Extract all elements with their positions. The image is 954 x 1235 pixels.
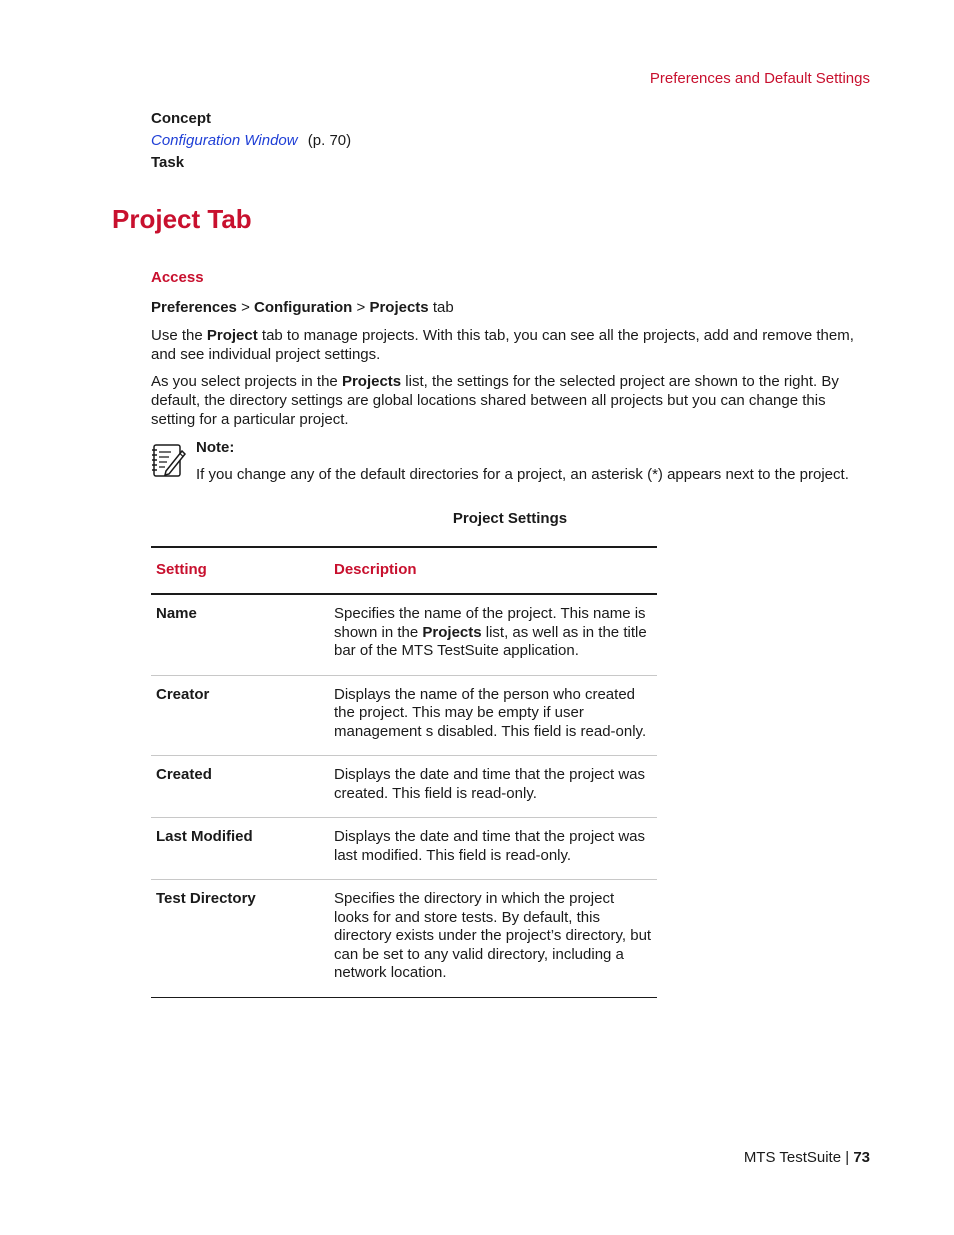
para-text: tab to manage projects. With this tab, you can see all the projects, add and remove them, and see individual project settings. (151, 327, 854, 363)
description-text: Specifies the name of the project. This name is shown in the (334, 605, 646, 641)
description-text: list, as well as in the title bar of the MTS TestSuite application. (334, 623, 647, 659)
setting-name: Name (156, 605, 197, 622)
path-projects: Projects (369, 299, 429, 316)
setting-name: Creator (156, 685, 210, 703)
column-header-description: Description (334, 561, 417, 578)
table-header-row (151, 547, 657, 594)
concept-reference (151, 132, 351, 149)
description-bold: Projects (422, 623, 482, 641)
table-row (151, 594, 657, 675)
note-text: If you change any of the default directories for a project, an asterisk (*) appears next to the project. (196, 466, 849, 483)
footer-product: MTS TestSuite (743, 1149, 842, 1166)
table-row (151, 756, 657, 818)
setting-description: Displays the date and time that the project was created. This field is read-only. (334, 766, 646, 802)
access-heading: Access (151, 269, 204, 286)
para-text: list, the settings for the selected project are shown to the right. By default, the directory settings are global locations shared between all projects but you can change this setting for a particular project. (151, 373, 839, 428)
table-row (151, 880, 657, 998)
setting-description: Displays the date and time that the project was last modified. This field is read-only. (334, 828, 646, 864)
setting-name: Created (156, 766, 212, 783)
page-title: Project Tab (112, 204, 252, 234)
page-reference: (p. 70) (307, 132, 352, 149)
para-text: Use the (151, 327, 207, 344)
path-separator: > (236, 299, 255, 316)
path-preferences: Preferences (151, 299, 237, 316)
table-row (151, 818, 657, 880)
path-suffix: tab (428, 299, 454, 316)
setting-name: Test Directory (156, 890, 256, 907)
running-header: Preferences and Default Settings (649, 70, 870, 87)
setting-description: Specifies the directory in which the project looks for and store tests. By default, this directory exists under the project’s directory, but can be set to any valid directory, including a network location. (334, 890, 652, 981)
path-separator: > (352, 299, 370, 316)
column-header-setting: Setting (156, 561, 207, 578)
note-label: Note: (196, 439, 235, 456)
setting-name: Last Modified (156, 828, 253, 845)
table-row (151, 675, 657, 756)
task-label: Task (151, 154, 185, 171)
footer-separator: | (841, 1149, 854, 1166)
para-bold: Project (206, 327, 258, 344)
page-number: 73 (853, 1149, 870, 1166)
para-text: As you select projects in the (151, 373, 342, 390)
intro-paragraph (151, 326, 873, 364)
selection-paragraph (151, 372, 873, 429)
path-configuration: Configuration (254, 299, 353, 316)
setting-description: Displays the name of the person who created the project. This may be empty if user management s disabled. This field is read-only. (334, 685, 647, 740)
table-caption: Project Settings (452, 510, 568, 527)
configuration-window-link[interactable]: Configuration Window (151, 132, 298, 149)
setting-description (329, 594, 657, 675)
menu-path (151, 298, 873, 317)
note-pencil-icon (151, 441, 187, 479)
project-settings-table (151, 546, 657, 998)
concept-label: Concept (151, 110, 211, 127)
para-bold: Projects (341, 373, 402, 390)
page-footer (744, 1149, 870, 1166)
